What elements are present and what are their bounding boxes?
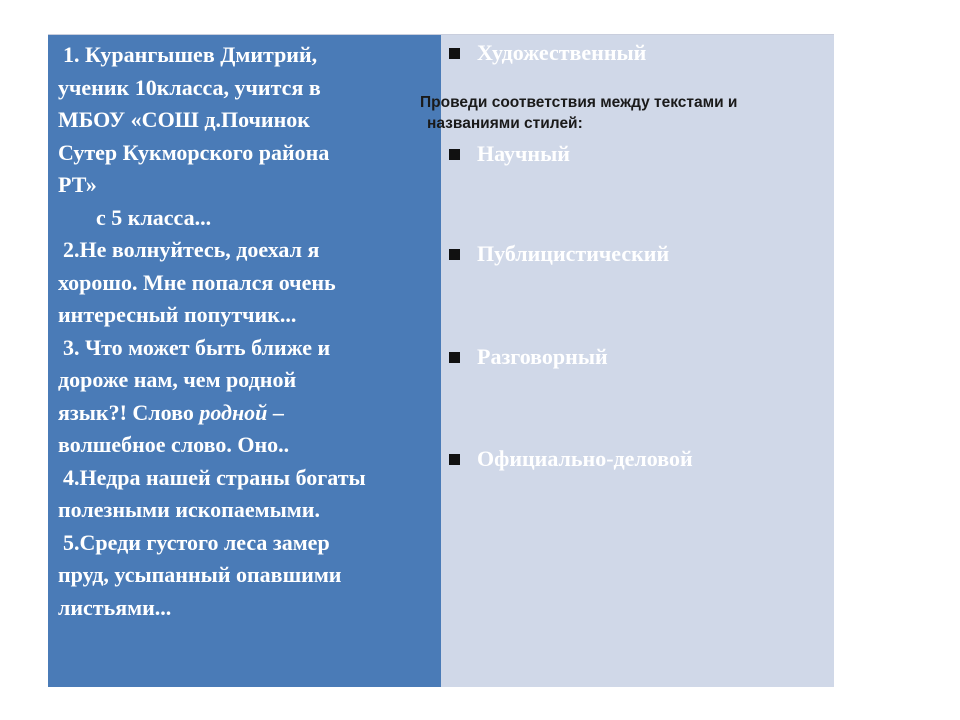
text-1-line: с 5 класса... (96, 204, 212, 230)
text-2-line: хорошо. Мне попался очень (58, 269, 336, 295)
text-3-fragment: – (267, 399, 284, 425)
style-item (449, 37, 646, 69)
text-3-line: дороже нам, чем родной (58, 367, 297, 392)
text-4-line: 4.Недра нашей страны богаты (63, 464, 366, 490)
text-4-line: полезными ископаемыми. (58, 497, 320, 522)
text-1-line: 1. Курангышев Дмитрий, (63, 42, 318, 67)
text-1-line: ученик 10класса, учится в (58, 74, 321, 100)
style-label: Разговорный (477, 344, 608, 369)
instruction-line: Проведи соответствия между текстами и (420, 94, 738, 111)
style-label: Публицистический (477, 241, 670, 266)
text-3-fragment: язык?! Слово (58, 399, 200, 425)
style-item (449, 238, 669, 270)
style-item (449, 443, 693, 475)
text-2-line: интересный попутчик... (58, 302, 297, 327)
style-label: Официально-деловой (477, 446, 693, 471)
instruction-line: названиями стилей: (427, 115, 583, 132)
square-bullet-icon (449, 149, 460, 160)
text-1-line: Сутер Кукморского района (58, 139, 330, 165)
text-3-italic-word: родной (199, 399, 268, 425)
text-2-line: 2.Не волнуйтесь, доехал я (63, 237, 320, 262)
text-1-line: РТ» (58, 172, 97, 197)
text-5-line: пруд, усыпанный опавшими (58, 562, 342, 587)
style-label: Художественный (477, 40, 647, 65)
instruction-text (420, 92, 820, 134)
texts-column (48, 35, 441, 687)
style-item (449, 138, 570, 170)
text-5-line: листьями... (58, 594, 172, 620)
text-3-line: волшебное слово. Оно.. (58, 432, 290, 457)
text-1-line: МБОУ «СОШ д.Починок (58, 107, 310, 132)
text-3-line (58, 397, 435, 430)
style-item (449, 341, 608, 373)
text-5-line: 5.Среди густого леса замер (63, 529, 330, 555)
square-bullet-icon (449, 454, 460, 465)
text-3-line: 3. Что может быть ближе и (63, 334, 331, 360)
square-bullet-icon (449, 48, 460, 59)
style-label: Научный (477, 141, 570, 166)
square-bullet-icon (449, 249, 460, 260)
square-bullet-icon (449, 352, 460, 363)
